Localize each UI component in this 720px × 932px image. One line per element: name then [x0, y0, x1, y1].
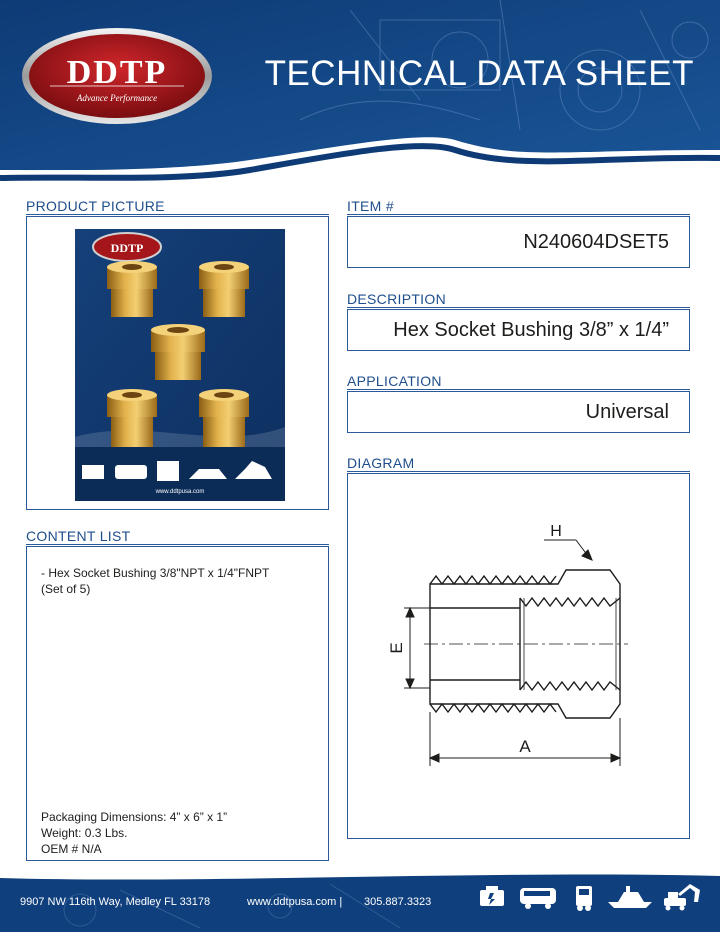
excavator-icon [664, 884, 700, 911]
bushing-5 [199, 389, 249, 447]
package-brand: DDTP [110, 241, 144, 255]
product-picture-label: PRODUCT PICTURE [26, 198, 165, 214]
boat-icon [608, 886, 652, 908]
bus-icon [520, 888, 556, 909]
content-item-note: (Set of 5) [41, 582, 91, 596]
bushing-4 [107, 389, 157, 447]
truck-icon [576, 886, 592, 911]
dimension-h: H [550, 523, 562, 540]
bushing-2 [199, 261, 249, 317]
application-value: Universal [585, 401, 669, 423]
application-label: APPLICATION [347, 373, 442, 389]
content-list-box [26, 546, 329, 861]
company-logo [22, 28, 212, 124]
bushing-1 [107, 261, 157, 317]
description-value: Hex Socket Bushing 3/8” x 1/4” [393, 319, 669, 341]
product-picture-rule [26, 214, 329, 215]
footer-address: 9907 NW 116th Way, Medley FL 33178 [20, 896, 211, 908]
item-number: N240604DSET5 [523, 231, 669, 253]
product-package-image [27, 217, 330, 511]
bushing-3 [151, 324, 205, 380]
generator-icon [480, 886, 504, 906]
header [0, 0, 720, 190]
page-title: TECHNICAL DATA SHEET [264, 54, 694, 93]
description-label: DESCRIPTION [347, 291, 446, 307]
diagram-rule [347, 471, 690, 472]
application-rule [347, 389, 690, 390]
dimension-a: A [519, 737, 531, 756]
package-url: www.ddtpusa.com [155, 489, 205, 495]
product-picture-box [26, 216, 329, 510]
application-box [347, 391, 690, 433]
item-rule [347, 214, 690, 215]
packaging-dimensions: Packaging Dimensions: 4” x 6” x 1” [41, 810, 228, 824]
item-label: ITEM # [347, 198, 394, 214]
footer-website[interactable]: www.ddtpusa.com | [247, 896, 343, 908]
oem-number: OEM # N/A [41, 842, 102, 856]
weight: Weight: 0.3 Lbs. [41, 826, 128, 840]
logo-text: DDTP [66, 54, 168, 91]
footer-icons [476, 882, 706, 912]
content-list-rule [26, 544, 329, 545]
logo-tagline: Advance Performance [76, 93, 158, 103]
item-box [347, 216, 690, 268]
footer-phone: 305.887.3323 [364, 896, 432, 908]
dimension-e: E [387, 642, 406, 654]
diagram-box [347, 473, 690, 839]
diagram-label: DIAGRAM [347, 455, 415, 471]
bushing-diagram [348, 474, 691, 840]
description-box [347, 309, 690, 351]
content-list-label: CONTENT LIST [26, 528, 131, 544]
description-rule [347, 307, 690, 308]
content-item: - Hex Socket Bushing 3/8"NPT x 1/4"FNPT [41, 566, 270, 580]
